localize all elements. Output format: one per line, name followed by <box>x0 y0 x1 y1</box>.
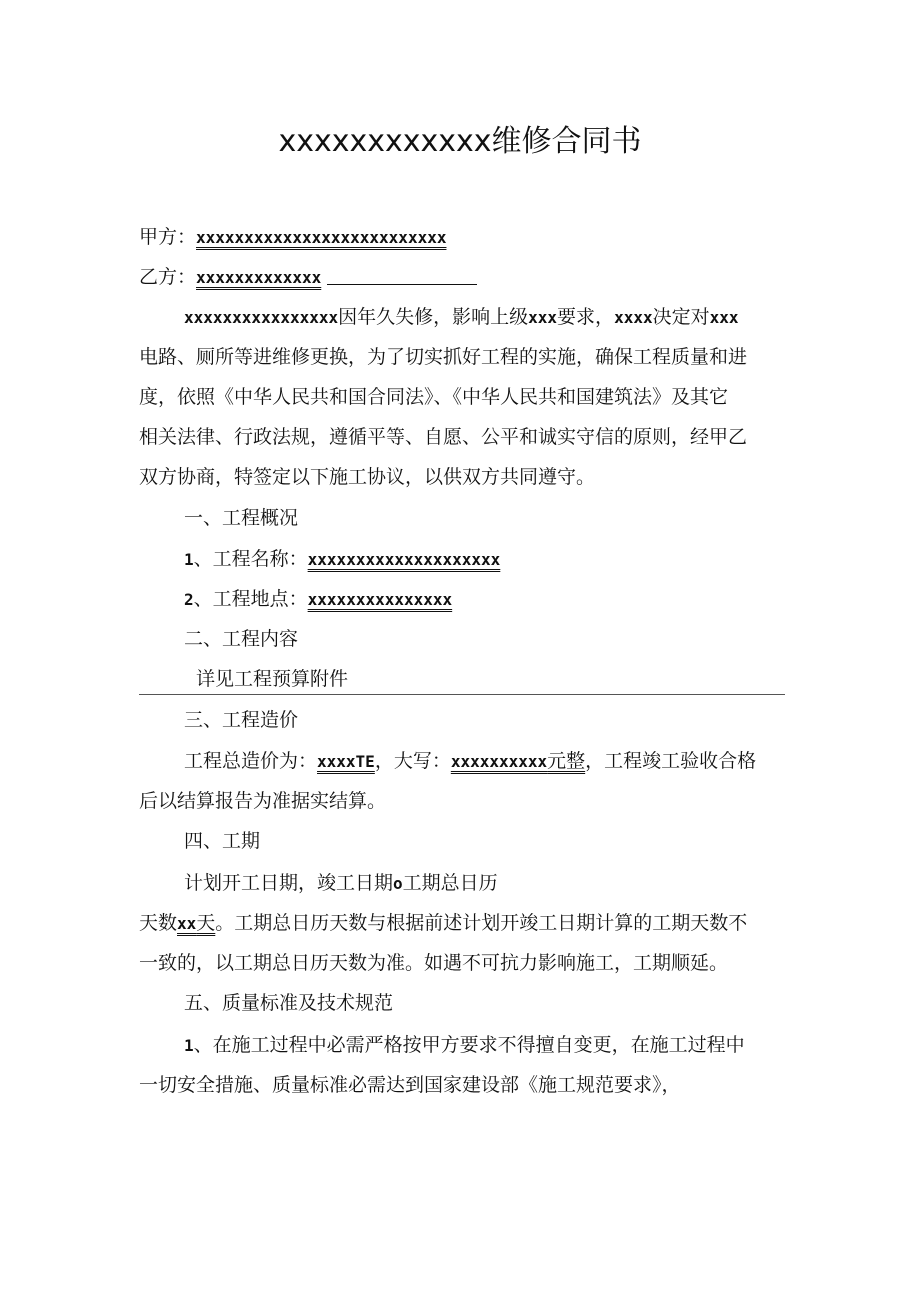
intro-line-2: 电路、厕所等进维修更换，为了切实抓好工程的实施，确保工程质量和进 <box>139 346 748 368</box>
uppercase-label: ，大写： <box>374 750 451 772</box>
schedule-mark: o <box>393 874 403 893</box>
party-b-label: 乙方： <box>139 266 197 288</box>
total-cost-label: 工程总造价为： <box>184 750 318 772</box>
item-number: 2 <box>184 590 194 609</box>
horizontal-rule <box>139 694 785 695</box>
yuan-text: 元整 <box>547 750 586 772</box>
intro-line-5: 双方协商，特签定以下施工协议，以供双方共同遵守。 <box>139 466 596 488</box>
intro-line-4: 相关法律、行政法规，遵循平等、自愿、公平和诚实守信的原则，经甲乙 <box>139 426 748 448</box>
project-location-value: xxxxxxxxxxxxxxx <box>307 590 453 609</box>
party-a-value: xxxxxxxxxxxxxxxxxxxxxxxxxx <box>196 228 447 247</box>
intro-line-3: 度，依照《中华人民共和国合同法》、《中华人民共和国建筑法》及其它 <box>139 386 729 408</box>
document-title: xxxxxxxxxxxx维修合同书 <box>278 124 642 159</box>
section-1-item-2 <box>184 586 452 613</box>
client-name: xxxxxxxxxxxxxxxx <box>184 308 339 327</box>
section-5-line-1 <box>184 1032 745 1059</box>
intro-text-2: 要求， <box>557 306 615 328</box>
section-3-text: ，工程竣工验收合格 <box>585 750 757 772</box>
section-3-heading: 三、工程造价 <box>184 709 299 731</box>
section-3-line-2: 后以结算报告为准据实结算。 <box>139 790 387 812</box>
party-a-label: 甲方： <box>139 226 197 248</box>
section-1-heading: 一、工程概况 <box>184 507 299 529</box>
section-4-heading: 四、工期 <box>184 830 261 852</box>
total-cost-value: xxxxTE <box>317 752 375 771</box>
quality-text-1: 、在施工过程中必需严格按甲方要求不得擅自变更，在施工过程中 <box>193 1034 745 1056</box>
days-unit: 天 <box>196 912 216 934</box>
days-value: xx <box>177 914 197 933</box>
party-b-value: xxxxxxxxxxxxx <box>196 268 322 287</box>
section-4-line-3: 一致的，以工期总日历天数为准。如遇不可抗力影响施工，工期顺延。 <box>139 952 729 974</box>
intro-line-1 <box>184 304 739 331</box>
item-number: 1 <box>184 550 194 569</box>
intro-placeholder-1: xxx <box>528 308 558 327</box>
uppercase-amount: xxxxxxxxxx <box>450 752 548 771</box>
intro-placeholder-3: xxx <box>709 308 739 327</box>
intro-text-3: 决定对 <box>652 306 710 328</box>
project-name-value: xxxxxxxxxxxxxxxxxxxx <box>307 550 501 569</box>
schedule-text-2: 工期总日历 <box>402 872 498 894</box>
item-number: 1 <box>184 1036 194 1055</box>
section-5-line-2: 一切安全措施、质量标准必需达到国家建设部《施工规范要求》， <box>139 1074 681 1096</box>
section-2-text: 详见工程预算附件 <box>196 668 349 690</box>
section-2-heading: 二、工程内容 <box>184 628 299 650</box>
section-3-line-1 <box>184 748 756 775</box>
section-1-item-1 <box>184 546 500 573</box>
project-location-label: 、工程地点： <box>193 588 308 610</box>
party-b-blank <box>327 266 477 285</box>
party-b-line <box>139 264 477 291</box>
intro-placeholder-2: xxxx <box>614 308 653 327</box>
schedule-text-3: 。工期总日历天数与根据前述计划开竣工日期计算的工期天数不 <box>215 912 748 934</box>
schedule-text-1: 计划开工日期，竣工日期 <box>184 872 394 894</box>
section-5-heading: 五、质量标准及技术规范 <box>184 992 394 1014</box>
section-4-line-1 <box>184 870 498 897</box>
section-4-line-2 <box>139 910 747 937</box>
intro-text-1: 因年久失修，影响上级 <box>338 306 529 328</box>
party-a-line <box>139 224 446 251</box>
project-name-label: 、工程名称： <box>193 548 308 570</box>
days-label: 天数 <box>139 912 178 934</box>
